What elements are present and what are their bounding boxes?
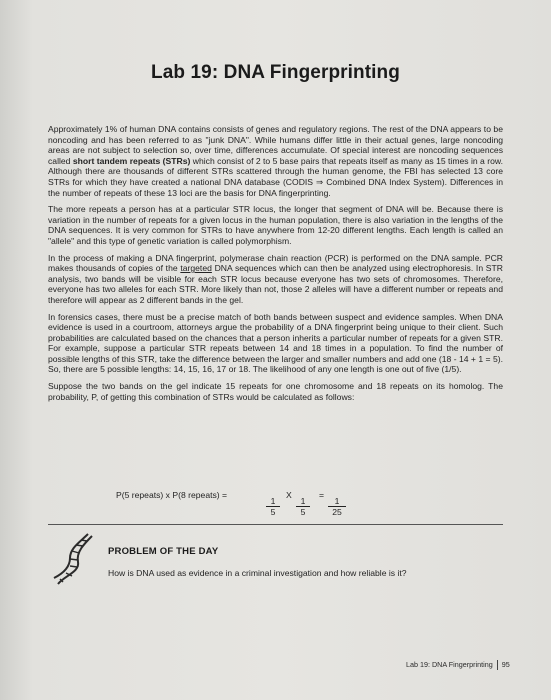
paragraph-pcr: In the process of making a DNA fingerprint, polymerase chain reaction (PCR) is performed on the DNA sample. PCR makes thousands of copies of the targeted DNA sequences which can then be analyzed using electrophoresis. In STR analysis, two bands will be visible for each STR locus because everyone has two sets of chromosomes. Therefore, everyone has two alleles for each STR. More likely than not, those 2 alleles will have a different number or repeats and therefore will appear as 2 different bands in the gel. — [48, 252, 503, 305]
paragraph-repeats: The more repeats a person has at a particular STR locus, the longer that segment of DNA will be. Because there is variation in the number of repeats for a given locus in the human population, there is also variation in the lengths of the DNA sequences. It is very common for STRs to have anywhere from 12-20 different lengths. Each length is called an "allele" and this type of genetic variation is called polymorphism. — [48, 204, 503, 246]
paragraph-probability: Suppose the two bands on the gel indicate 15 repeats for one chromosome and 18 repeats on its homolog. The probability, P, of getting this combination of STRs would be calculated as follows: — [48, 381, 503, 402]
paragraph-forensics: In forensics cases, there must be a precise match of both bands between suspect and evidence samples. When DNA evidence is used in a courtroom, attorneys argue the probability of a DNA fingerprint being unique to their client. Such probabilities are calculated based on the chances that a person inherits a particular number of repeats for a given STR. For example, suppose a particular STR repeats between 14 and 18 times in a population. To find the number of possible lengths of this STR, take the difference between the larger and smaller numbers and add one (18 - 14 + 1 = 5). So, there are 5 possible lengths: 14, 15, 16, 17 or 18. The likelihood of any one length is one out of five (1/5). — [48, 311, 503, 375]
paragraph-intro: Approximately 1% of human DNA contains consists of genes and regulatory regions. The rest of the DNA appears to be noncoding and has been referred to as "junk DNA". While humans differ little in their actual genes, large noncoding areas are not subject to selection so, over time, differences accumulate. Of special interest are noncoding sequences called short tandem repeats (STRs) which consist of 2 to 5 base pairs that repeats itself as many as 15 times in a row. Although there are thousands of different STRs scattered through the human genome, the FBI has selected 13 core STRs for which they have created a national DNA database (CODIS ⇒ Combined DNA Index System). Differences in the number of repeats of these 13 loci are the basis for DNA fingerprinting. — [48, 124, 503, 198]
body-text — [48, 124, 503, 408]
problem-of-the-day-heading: PROBLEM OF THE DAY — [108, 546, 219, 557]
times-sign: X — [286, 490, 292, 500]
footer-label: Lab 19: DNA Fingerprinting — [406, 660, 493, 669]
probability-formula — [116, 488, 376, 518]
term-targeted: targeted — [180, 263, 212, 274]
problem-of-the-day-question: How is DNA used as evidence in a criminal investigation and how reliable is it? — [108, 568, 407, 578]
fraction-one-fifth-a: $\frac{1}{5}$ — [266, 496, 280, 517]
page-number: 95 — [501, 660, 510, 669]
term-str: short tandem repeats (STRs) — [72, 155, 191, 166]
footer-separator — [497, 660, 498, 670]
dna-helix-icon — [50, 532, 96, 588]
fraction-one-twentyfifth: $\frac{1}{25}$ — [328, 496, 346, 517]
section-divider — [48, 524, 503, 525]
equals-sign: = — [319, 490, 325, 500]
formula-lhs: P(5 repeats) x P(8 repeats) = — [116, 490, 228, 500]
fraction-one-fifth-b: $\frac{1}{5}$ — [296, 496, 310, 517]
page-title: Lab 19: DNA Fingerprinting — [151, 62, 400, 83]
page-footer — [406, 660, 510, 670]
